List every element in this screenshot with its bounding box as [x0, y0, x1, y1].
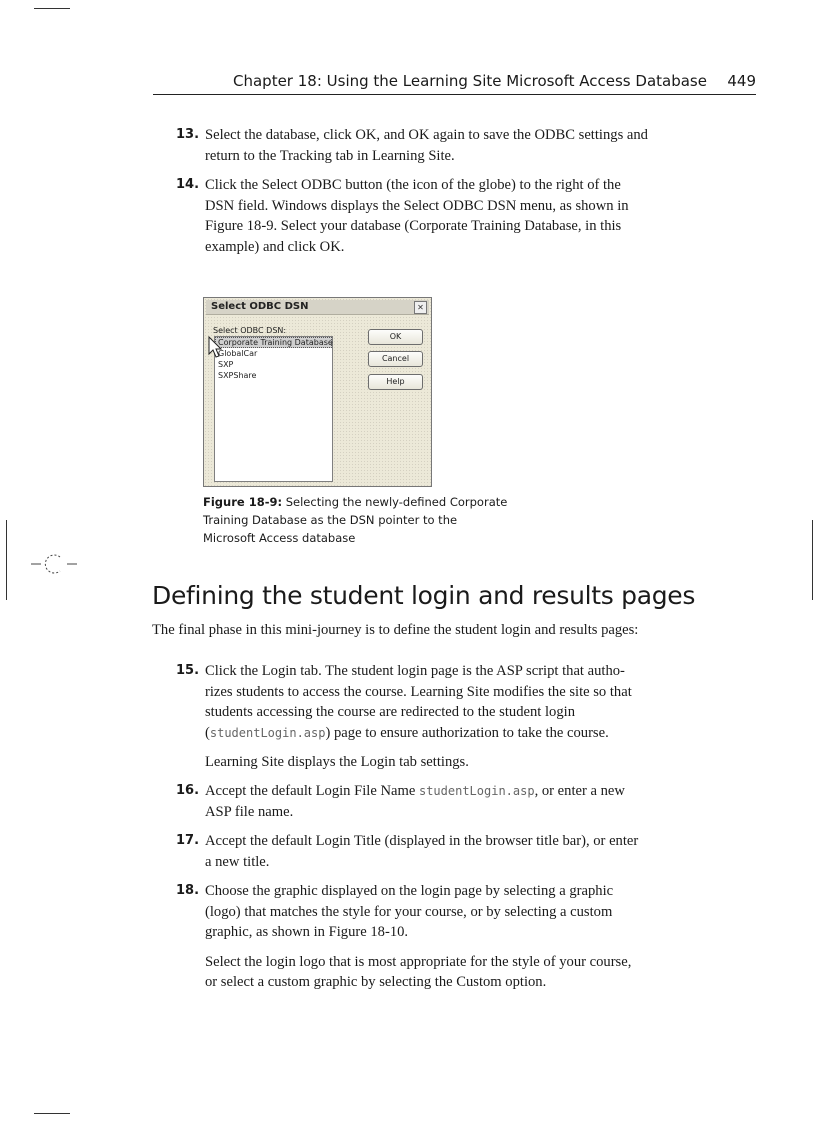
figure-label: Figure 18-9: [203, 495, 283, 509]
crop-mark-right-edge [812, 520, 813, 600]
step-text-line: a new title. [205, 853, 270, 870]
step-text-line: Select the database, click OK, and OK again to save the ODBC settings and [205, 127, 648, 143]
list-item[interactable]: SXP [218, 360, 234, 369]
figure-caption [203, 493, 523, 547]
step-followup-line: Select the login logo that is most appropriate for the style of your course, [205, 953, 632, 970]
caption-line: Microsoft Access database [203, 531, 356, 545]
step-number: 17. [176, 833, 200, 848]
close-icon[interactable]: ✕ [414, 301, 427, 314]
step-text-line: Click the Select ODBC button (the icon of the globe) to the right of the [205, 177, 621, 193]
dsn-listbox[interactable] [214, 336, 333, 482]
crop-mark-top-left [34, 8, 70, 9]
registration-mark-icon [31, 549, 77, 579]
step-text-line: Figure 18-9. Select your database (Corporate Training Database, in this [205, 218, 622, 234]
list-item-selected[interactable]: Corporate Training Database [215, 337, 332, 348]
cancel-button[interactable]: Cancel [368, 351, 423, 367]
running-header [153, 72, 756, 95]
intro-paragraph: The final phase in this mini-journey is to define the student login and results pages: [152, 622, 639, 638]
step-17 [176, 831, 706, 872]
code-filename: studentLogin.asp [418, 784, 535, 798]
crop-mark-bottom-left [34, 1113, 70, 1114]
step-text-line: graphic, as shown in Figure 18-10. [205, 924, 409, 940]
step-text-line: example) and click OK. [205, 238, 345, 255]
step-text-line [205, 781, 706, 802]
select-odbc-dsn-dialog [203, 297, 432, 487]
step-15 [176, 661, 706, 773]
dsn-field-label: Select ODBC DSN: [213, 326, 287, 335]
list-item[interactable]: GlobalCar [218, 349, 258, 358]
step-text-line: Choose the graphic displayed on the login page by selecting a graphic [205, 883, 614, 899]
step-followup [205, 952, 706, 993]
paren-close: ) [325, 724, 331, 741]
step-number: 16. [176, 783, 200, 798]
step-number: 14. [176, 177, 200, 192]
step-number: 18. [176, 883, 200, 898]
step-text-line: rizes students to access the course. Learning Site modifies the site so that [205, 683, 632, 700]
dialog-titlebar [206, 300, 429, 315]
step-text-line: ASP file name. [205, 803, 294, 820]
mouse-pointer-icon [208, 336, 224, 360]
step-text-line: Click the Login tab. The student login page is the ASP script that autho- [205, 663, 625, 679]
step-text-line: (logo) that matches the style for your course, or by selecting a custom [205, 903, 613, 920]
chapter-title: Chapter 18: Using the Learning Site Microsoft Access Database [233, 72, 707, 90]
caption-line: Selecting the newly-defined Corporate [285, 495, 508, 509]
step-text-after: , or enter a new [534, 783, 625, 799]
step-number: 13. [176, 127, 200, 142]
step-text-line: DSN field. Windows displays the Select ODBC DSN menu, as shown in [205, 197, 629, 214]
step-text-line: students accessing the course are redirected to the student login [205, 704, 575, 720]
help-button[interactable]: Help [368, 374, 423, 390]
step-followup-line: or select a custom graphic by selecting the Custom option. [205, 974, 547, 990]
page-number: 449 [727, 72, 756, 90]
dialog-title: Select ODBC DSN [211, 301, 309, 312]
ok-button[interactable]: OK [368, 329, 423, 345]
code-filename: studentLogin.asp [209, 725, 326, 740]
step-18 [176, 881, 706, 993]
step-number: 15. [176, 663, 200, 678]
paren-open: ( [205, 724, 210, 741]
crop-mark-left-edge [6, 520, 7, 600]
section-heading: Defining the student login and results pages [152, 581, 696, 610]
step-text-line: Accept the default Login Title (displayed in the browser title bar), or enter [205, 833, 639, 849]
step-16 [176, 781, 706, 822]
caption-line: Training Database as the DSN pointer to the [203, 513, 458, 527]
step-14 [176, 175, 706, 257]
list-item[interactable]: SXPShare [218, 371, 257, 380]
step-text-line [205, 723, 706, 744]
step-13 [176, 125, 706, 166]
step-text-line: return to the Tracking tab in Learning Site. [205, 147, 455, 164]
step-text-rest: page to ensure authorization to take the course. [330, 724, 609, 741]
step-text-before: Accept the default Login File Name [205, 783, 419, 799]
step-followup: Learning Site displays the Login tab settings. [205, 754, 469, 770]
